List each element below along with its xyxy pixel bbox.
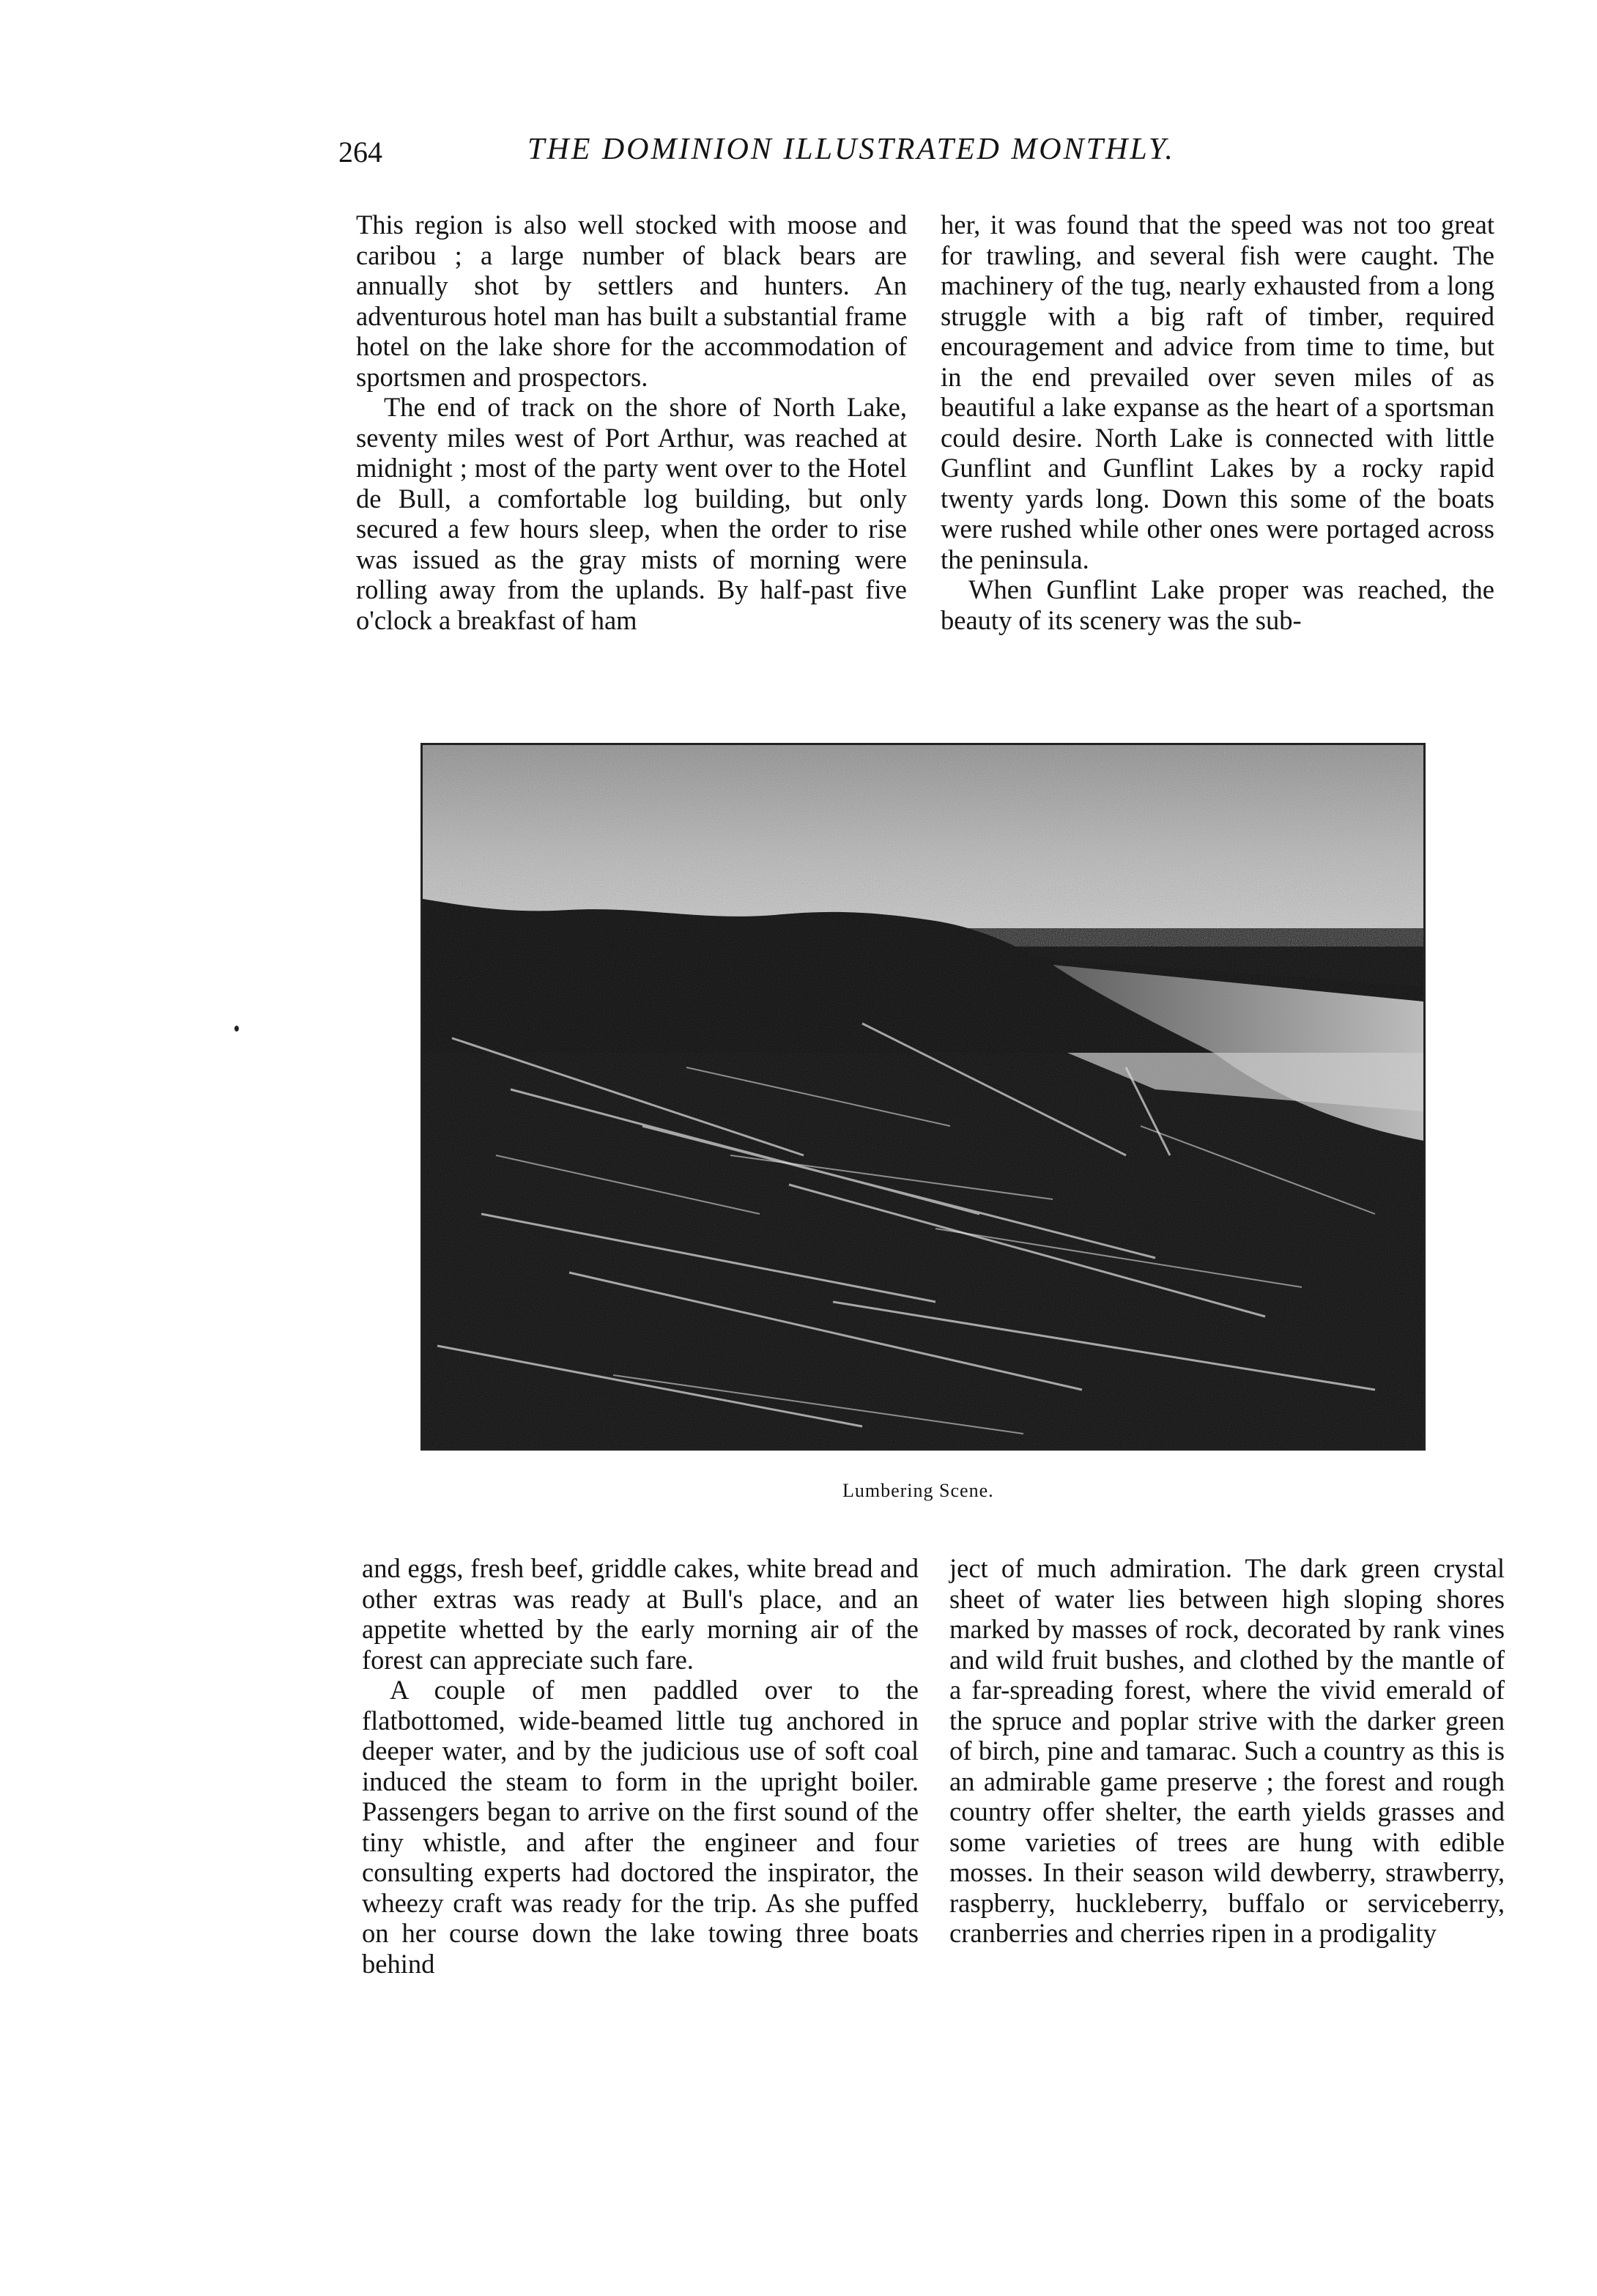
page-number: 264 — [338, 136, 382, 169]
column-bottom-right — [949, 1553, 1505, 1949]
figure-caption: Lumbering Scene. — [842, 1480, 994, 1501]
paragraph: The end of track on the shore of North Lake, seventy miles west of Port Arthur, was reached at midnight ; most of the party went over to the Hotel de Bull, a comfortable log building, but only secured a few hours sleep, when the order to rise was issued as the gray mists of morning were rolling away from the uplands. By half-past five o'clock a breakfast of ham — [356, 392, 907, 635]
lumbering-scene-photo — [420, 743, 1426, 1451]
paragraph: This region is also well stocked with moose and caribou ; a large number of black bears are annually shot by settlers and hunters. An adventurous hotel man has built a substantial frame hotel on the lake shore for the accommodation of sportsmen and prospectors. — [356, 210, 907, 392]
running-head: THE DOMINION ILLUSTRATED MONTHLY. — [527, 133, 1175, 166]
paragraph: When Gunflint Lake proper was reached, the beauty of its scenery was the sub- — [941, 574, 1494, 635]
paragraph: ject of much admiration. The dark green crystal sheet of water lies between high sloping shores marked by masses of rock, decorated by rank vines and wild fruit bushes, and clothed by the mantle of a far-spreading forest, where the vivid emerald of the spruce and poplar strive with the darker green of birch, pine and tamarac. Such a country as this is an admirable game preserve ; the forest and rough country offer shelter, the earth yields grasses and some varieties of trees are hung with edible mosses. In their season wild dewberry, strawberry, raspberry, huckleberry, buffalo or serviceberry, cranberries and cherries ripen in a prodigality — [949, 1553, 1505, 1948]
photo-illustration — [423, 745, 1423, 1448]
margin-speck — [234, 1026, 239, 1032]
column-bottom-left — [362, 1553, 919, 1979]
paragraph: A couple of men paddled over to the flatbottomed, wide-beamed little tug anchored in deeper water, and by the judicious use of soft coal induced the steam to form in the upright boiler. Passengers began to arrive on the first sound of the tiny whistle, and after the engineer and four consulting experts had doctored the inspirator, the wheezy craft was ready for the trip. As she puffed on her course down the lake towing three boats behind — [362, 1675, 919, 1979]
column-top-right — [941, 210, 1494, 635]
paragraph: her, it was found that the speed was not too great for trawling, and several fish were caught. The machinery of the tug, nearly exhausted from a long struggle with a big raft of timber, required encouragement and advice from time to time, but in the end prevailed over seven miles of as beautiful a lake expanse as the heart of a sportsman could desire. North Lake is connected with little Gunflint and Gunflint Lakes by a rocky rapid twenty yards long. Down this some of the boats were rushed while other ones were portaged across the peninsula. — [941, 210, 1494, 574]
column-top-left — [356, 210, 907, 635]
paragraph: and eggs, fresh beef, griddle cakes, white bread and other extras was ready at Bull's place, and an appetite whetted by the early morning air of the forest can appreciate such fare. — [362, 1553, 919, 1675]
